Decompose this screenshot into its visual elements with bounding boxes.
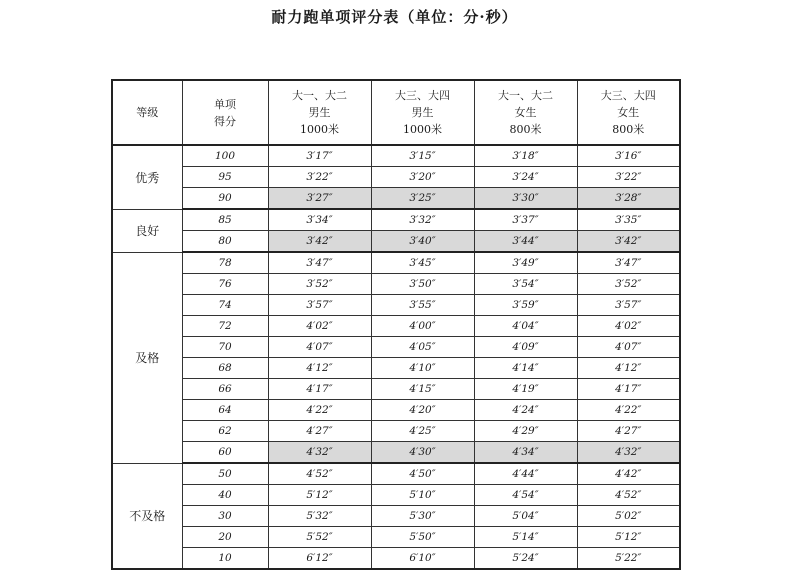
score-cell: 72 — [182, 316, 268, 337]
time-cell: 4′12″ — [268, 358, 371, 379]
header-grade: 等级 — [112, 80, 182, 145]
score-cell: 62 — [182, 421, 268, 442]
header-score-line1: 单项 — [214, 97, 236, 111]
header-col-4-line2: 女生 — [617, 106, 640, 119]
time-cell: 4′05″ — [371, 337, 474, 358]
time-cell: 3′54″ — [474, 274, 577, 295]
score-cell: 60 — [182, 442, 268, 464]
grade-label: 良好 — [112, 209, 182, 252]
time-cell: 3′57″ — [268, 295, 371, 316]
time-cell: 4′27″ — [268, 421, 371, 442]
grade-label: 优秀 — [112, 145, 182, 209]
header-col-2 — [371, 80, 474, 145]
time-cell: 4′17″ — [577, 379, 680, 400]
header-col-1 — [268, 80, 371, 145]
time-cell: 5′12″ — [268, 485, 371, 506]
header-score-line2: 得分 — [214, 114, 236, 128]
time-cell: 5′50″ — [371, 527, 474, 548]
time-cell: 4′12″ — [577, 358, 680, 379]
score-cell: 80 — [182, 231, 268, 253]
time-cell: 5′10″ — [371, 485, 474, 506]
grade-label: 不及格 — [112, 463, 182, 569]
time-cell: 3′34″ — [268, 209, 371, 231]
time-cell: 4′15″ — [371, 379, 474, 400]
time-cell: 3′50″ — [371, 274, 474, 295]
time-cell: 4′52″ — [268, 463, 371, 485]
time-cell: 5′32″ — [268, 506, 371, 527]
time-cell: 3′25″ — [371, 188, 474, 210]
table-row — [112, 421, 680, 442]
table-row — [112, 231, 680, 253]
score-cell: 40 — [182, 485, 268, 506]
score-cell: 66 — [182, 379, 268, 400]
header-score — [182, 80, 268, 145]
header-col-4-line1: 大三、大四 — [600, 89, 656, 102]
table-row — [112, 145, 680, 167]
time-cell: 5′22″ — [577, 548, 680, 570]
time-cell: 4′19″ — [474, 379, 577, 400]
header-col-3 — [474, 80, 577, 145]
table-row — [112, 295, 680, 316]
time-cell: 4′00″ — [371, 316, 474, 337]
time-cell: 3′52″ — [268, 274, 371, 295]
time-cell: 4′04″ — [474, 316, 577, 337]
time-cell: 3′59″ — [474, 295, 577, 316]
header-col-3-line1: 大一、大二 — [498, 89, 553, 102]
table-row — [112, 358, 680, 379]
time-cell: 4′07″ — [577, 337, 680, 358]
time-cell: 5′04″ — [474, 506, 577, 527]
time-cell: 5′52″ — [268, 527, 371, 548]
score-cell: 78 — [182, 252, 268, 274]
table-row — [112, 167, 680, 188]
score-cell: 20 — [182, 527, 268, 548]
time-cell: 3′27″ — [268, 188, 371, 210]
header-col-4 — [577, 80, 680, 145]
table-row — [112, 188, 680, 210]
time-cell: 4′02″ — [268, 316, 371, 337]
time-cell: 3′37″ — [474, 209, 577, 231]
table-row — [112, 209, 680, 231]
time-cell: 4′22″ — [577, 400, 680, 421]
time-cell: 3′22″ — [577, 167, 680, 188]
table-header — [112, 80, 680, 145]
time-cell: 4′42″ — [577, 463, 680, 485]
table-row — [112, 485, 680, 506]
time-cell: 3′22″ — [268, 167, 371, 188]
time-cell: 4′02″ — [577, 316, 680, 337]
table-row — [112, 527, 680, 548]
time-cell: 3′28″ — [577, 188, 680, 210]
score-cell: 85 — [182, 209, 268, 231]
time-cell: 5′14″ — [474, 527, 577, 548]
time-cell: 3′24″ — [474, 167, 577, 188]
time-cell: 5′30″ — [371, 506, 474, 527]
time-cell: 4′52″ — [577, 485, 680, 506]
time-cell: 3′57″ — [577, 295, 680, 316]
score-cell: 74 — [182, 295, 268, 316]
header-col-1-line1: 大一、大二 — [292, 89, 347, 102]
time-cell: 3′45″ — [371, 252, 474, 274]
time-cell: 4′17″ — [268, 379, 371, 400]
score-cell: 100 — [182, 145, 268, 167]
time-cell: 3′17″ — [268, 145, 371, 167]
score-cell: 76 — [182, 274, 268, 295]
score-cell: 30 — [182, 506, 268, 527]
score-cell: 64 — [182, 400, 268, 421]
table-row — [112, 274, 680, 295]
time-cell: 3′55″ — [371, 295, 474, 316]
time-cell: 4′34″ — [474, 442, 577, 464]
time-cell: 4′32″ — [577, 442, 680, 464]
time-cell: 3′42″ — [577, 231, 680, 253]
score-cell: 70 — [182, 337, 268, 358]
table-row — [112, 316, 680, 337]
time-cell: 4′54″ — [474, 485, 577, 506]
time-cell: 3′20″ — [371, 167, 474, 188]
time-cell: 4′07″ — [268, 337, 371, 358]
time-cell: 5′02″ — [577, 506, 680, 527]
table-row — [112, 548, 680, 570]
time-cell: 3′44″ — [474, 231, 577, 253]
time-cell: 4′09″ — [474, 337, 577, 358]
time-cell: 5′12″ — [577, 527, 680, 548]
time-cell: 5′24″ — [474, 548, 577, 570]
time-cell: 4′10″ — [371, 358, 474, 379]
time-cell: 4′25″ — [371, 421, 474, 442]
time-cell: 4′29″ — [474, 421, 577, 442]
table-body — [112, 145, 680, 569]
score-cell: 10 — [182, 548, 268, 570]
header-col-1-line2: 男生 — [308, 106, 331, 119]
time-cell: 3′16″ — [577, 145, 680, 167]
score-cell: 50 — [182, 463, 268, 485]
time-cell: 3′47″ — [577, 252, 680, 274]
grade-label: 及格 — [112, 252, 182, 463]
table-row — [112, 400, 680, 421]
time-cell: 3′52″ — [577, 274, 680, 295]
time-cell: 4′44″ — [474, 463, 577, 485]
header-col-3-line2: 女生 — [514, 106, 537, 119]
time-cell: 3′15″ — [371, 145, 474, 167]
header-col-1-line3: 1000米 — [300, 123, 339, 136]
time-cell: 3′40″ — [371, 231, 474, 253]
time-cell: 3′30″ — [474, 188, 577, 210]
header-col-2-line1: 大三、大四 — [395, 89, 450, 102]
header-col-3-line3: 800米 — [509, 123, 542, 136]
header-col-2-line2: 男生 — [411, 106, 434, 119]
time-cell: 6′10″ — [371, 548, 474, 570]
time-cell: 4′22″ — [268, 400, 371, 421]
score-cell: 95 — [182, 167, 268, 188]
page-title: 耐力跑单项评分表（单位：分·秒） — [271, 8, 518, 26]
score-cell: 68 — [182, 358, 268, 379]
time-cell: 3′32″ — [371, 209, 474, 231]
table-row — [112, 463, 680, 485]
header-col-2-line3: 1000米 — [403, 123, 442, 136]
table-row — [112, 337, 680, 358]
time-cell: 3′49″ — [474, 252, 577, 274]
table-row — [112, 442, 680, 464]
time-cell: 4′24″ — [474, 400, 577, 421]
time-cell: 3′18″ — [474, 145, 577, 167]
time-cell: 4′50″ — [371, 463, 474, 485]
time-cell: 3′42″ — [268, 231, 371, 253]
time-cell: 4′32″ — [268, 442, 371, 464]
table-row — [112, 252, 680, 274]
score-table — [111, 79, 681, 570]
time-cell: 3′35″ — [577, 209, 680, 231]
table-row — [112, 379, 680, 400]
time-cell: 6′12″ — [268, 548, 371, 570]
table-row — [112, 506, 680, 527]
time-cell: 4′20″ — [371, 400, 474, 421]
time-cell: 4′27″ — [577, 421, 680, 442]
score-cell: 90 — [182, 188, 268, 210]
time-cell: 3′47″ — [268, 252, 371, 274]
time-cell: 4′30″ — [371, 442, 474, 464]
header-col-4-line3: 800米 — [612, 123, 645, 136]
time-cell: 4′14″ — [474, 358, 577, 379]
